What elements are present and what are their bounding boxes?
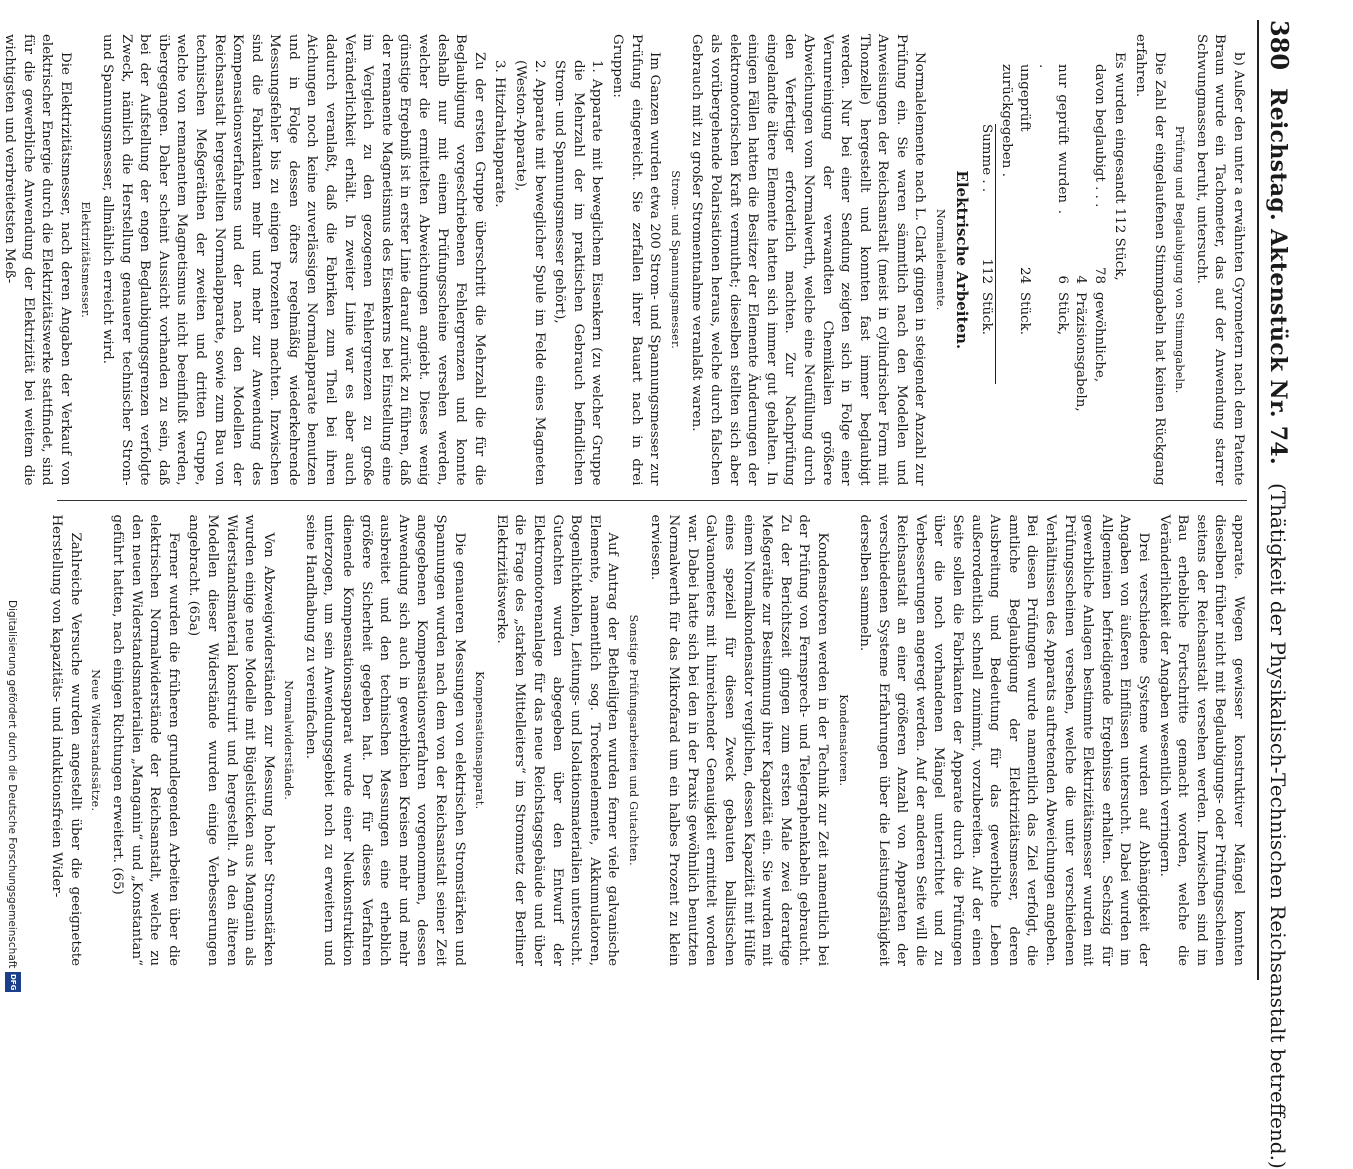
paragraph: Kondensatoren werden in der Technik zur Zeit namentlich bei der Prüfung von Fernsprech- und Telegraphenkabeln gebraucht. Zu der Berichtszeit gingen zum ersten Male zwei derartige Meßgeräthe zur Bestimmung ihrer Kapazität ein. Sie wurden mit einem Normalkondensator verglichen, dessen Kapazität mit Hülfe eines speziell für diesen Zweck gebauten ballistischen Galvanometers mit hinreichender Genauigkeit ermittelt worden war. Dabei hatte sich bei den in der Praxis gewöhnlich benutzten Normalwerth für das Mikrofarad um ein halbes Prozent zu klein erwiesen.: [647, 514, 830, 966]
sum-desc: Stück.: [979, 292, 995, 336]
paragraph: Im Ganzen wurden etwa 200 Strom- und Spannungsmesser zur Prüfung eingereicht. Sie zerfallen ihrer Bauart nach in drei Gruppen:: [610, 34, 663, 486]
subheading: Kompensationsapparat.: [473, 671, 487, 810]
subheading: Strom- und Spannungsmesser.: [668, 170, 682, 350]
subheading: Elektrizitätsmesser.: [79, 201, 93, 319]
table-value: 6: [1054, 275, 1070, 284]
page-header: [1257, 20, 1294, 1169]
subheading: Kondensatoren.: [836, 694, 850, 787]
paragraph: Auf Antrag der Betheiligten wurden ferner viele galvanische Elemente, namentlich sog. Trockenelemente, Akkumulatoren, Bogenlichtkohlen, Leitungs- und Isolationsmaterialien untersucht. Gutachten wurden abgegeben über den Entwurf der Elektromotorenanlage für das neue Reichstagsgebäude und über die Frage des „starken Mittelleiters“ im Stromnetz der Berliner Elektrizitätswerke.: [493, 514, 621, 966]
subheading: Normalelemente.: [934, 208, 948, 311]
paragraph: Von Abzweigwiderständen zur Messung hoher Stromstärken wurden einige neue Modelle mit Bügelstücken aus Manganin als Widerstandsmaterial konstruirt und hergestellt. An den älteren Modellen dieser Widerstände wurden einige Verbesserungen angebracht. (65a): [186, 514, 276, 966]
table-desc: Stück.: [1017, 292, 1033, 336]
paragraph: Zahlreiche Versuche wurden angestellt über die geeignetste Herstellung von kapazitäts- und induktionsfreien Wider-: [49, 514, 83, 966]
paragraph: Drei verschiedene Systeme wurden auf Abhängigkeit der Angaben von äußeren Einflüssen untersucht. Dabei wurden im Allgemeinen befriedigende Ergebnisse erhalten. Sechszig für gewerbliche Anlagen bestimmte Elektrizitätsmesser wurden mit Prüfungsscheinen versehen, welche die unter verschiedenen Verhältnissen des Apparats auftretenden Abweichungen angeben. Bei diesen Prüfungen wurde namentlich das Ziel verfolgt, die amtliche Beglaubigung der Elektrizitätsmesser, deren Ausbreitung und Bedeutung für das gewerbliche Leben außerordentlich schnell zunimmt, vorzubereiten. Auf der einen Seite sollen die Fabrikanten der Apparate durch die Prüfungen über die noch vorhandenen Mängel unterrichtet und zu Verbesserungen angeregt werden. Auf der anderen Seite will die Reichsanstalt an einer größeren Anzahl von Apparaten der verschiedenen Systeme Erfahrungen über die Leistungsfähigkeit derselben sammeln.: [857, 514, 1152, 966]
list-item: 1. Apparate mit beweglichem Eisenkern (zu welcher Gruppe die Mehrzahl der im praktischen Gebrauch befindlichen Strom- und Spannungsmesser gehört),: [552, 60, 605, 486]
column-left: [2, 20, 1247, 500]
subheading: Neue Widerstandssätze.: [89, 669, 103, 812]
paragraph: Die genaueren Messungen von elektrischen Stromstärken und Spannungen wurden nach dem von der Reichsanstalt seiner Zeit angegebenen Kompensationsverfahren vorgenommen, dessen Anwendung sich auch in gewerblichen Kreisen mehr und mehr ausbreitet und den technischen Messungen eine erheblich größere Sicherheit gegeben hat. Der für dieses Verfahren dienende Kompensationsapparat wurde einer Neukonstruktion unterzogen, um sein Anwendungsgebiet noch zu erweitern und seine Handhabung zu vereinfachen.: [302, 514, 467, 966]
subheading: Sonstige Prüfungsarbeiten und Gutachten.: [627, 614, 640, 866]
paragraph: Normalelemente nach L. Clark gingen in steigender Anzahl zur Prüfung ein. Sie waren sämmtlich nach den Modellen und Anweisungen der Reichsanstalt (meist in cylindrischer Form mit Thonzelle) hergestellt und konnten fast immer beglaubigt werden. Nur bei einer Sendung zeigten sich in Folge einer Verunreinigung der verwandten Chemikalien größere Abweichungen vom Normalwerth, welche eine Neufüllung durch den Verfertiger erforderlich machten. Zur Nachprüfung eingelandte ältere Elemente hatten sich immer gut gehalten. In einigen Fällen hatten die Besitzer der Elemente Änderungen der elektromotorischen Kraft vermuthet; dieselben stellten sich aber als vorübergehende Polarisationen heraus, welche durch falschen Gebrauch mit zu großer Stromentnahme veranlaßt waren.: [689, 34, 928, 486]
paragraph: Die Zahl der eingelaufenen Stimmgabeln hat keinen Rückgang erfahren.: [1133, 34, 1167, 486]
paragraph: Die Elektrizitätsmesser, nach deren Angaben der Verkauf von elektrischer Energie durch die Elektrizitätswerke stattfindet, sind für die gewerbliche Anwendung der Elektrizität bei weitem die wichtigsten und verbreitetsten Meß-: [2, 34, 73, 486]
paragraph: Ferner wurden die früheren grundlegenden Arbeiten über die elektrischen Normalwiderstände der Reichsanstalt, welche zu den neuen Widerstandsmaterialien „Manganin“ und „Konstantan“ geführt hatten, nach einigen Richtungen erweitert. (65): [109, 514, 181, 966]
paragraph: Zu der ersten Gruppe überschritt die Mehrzahl die für die Beglaubigung vorgeschriebenen Fehlergrenzen und konnte deshalb nur mit einem Prüfungsscheine versehen werden, welcher die ermittelten Abweichungen angiebt. Dieses wenig günstige Ergebniß ist in erster Linie darauf zurück zu führen, daß der remanente Magnetismus des Eisenkerns bei Einstellung eine im Vergleich zu den gezogenen Fehlergrenzen zu große Veränderlichkeit erhält. In zweiter Linie war es aber auch dadurch veranlaßt, daß die Fabriken zum Theil bei ihren Aichungen noch keine zuverlässigen Normalapparate benutzen und in Folge dessen öfters regelmäßig wiederkehrende Messungsfehler bis zu einigen Prozenten machten. Inzwischen sind die Fabrikanten mehr und mehr zur Anwendung des Kompensationsverfahrens und der nach den Modellen der Reichsanstalt hergestellten Normalapparate, sowie zum Bau von technischen Meßgeräthen der zweiten und dritten Gruppe, welche von remanentem Magnetismus nicht beeinflußt werden, übergegangen. Daher scheint Aussicht vorhanden zu sein, daß bei der Aufstellung der engen Beglaubigungsgrenzen verfolgte Zweck, nämlich die Herstellung genauerer technischer Strom- und Spannungsmesser, allmählich erreicht wird.: [99, 34, 487, 486]
table-value: 24: [1017, 266, 1033, 284]
sum-label: Summe . .: [979, 124, 995, 193]
table-label: ungeprüft zurückgegeben .: [998, 64, 1033, 177]
table-row: [1071, 64, 1090, 486]
page-number: 380: [1265, 20, 1294, 71]
table-desc: Präzisionsgabeln,: [1073, 292, 1089, 412]
funding-footer: [2, 600, 24, 995]
table-label: davon beglaubigt . . .: [1091, 64, 1107, 208]
table-desc: gewöhnliche,: [1091, 292, 1107, 383]
page-title: Reichstag. Aktenstück Nr. 74.: [1265, 88, 1291, 465]
list-item: 3. Hitzdrahtapparate.: [492, 60, 508, 208]
sum-value: 112: [979, 258, 995, 284]
table-desc: Stück,: [1054, 292, 1070, 336]
table-row: [996, 64, 1033, 486]
table-row: [1089, 64, 1108, 486]
paragraph: b) Außer den unter a erwähnten Gyrometern nach dem Patente Braun wurde ein Tachometer, das auf der Anwendung starrer Schwungmassen beruht, untersucht.: [1193, 34, 1246, 486]
table-label: nur geprüft wurden . .: [1036, 64, 1070, 214]
column-right: [49, 500, 1247, 981]
dfg-logo-icon: DFG: [5, 972, 21, 992]
paragraph: apparate. Wegen gewisser konstruktiver Mängel konnten dieselben früher nicht mit Beglaubigungs- oder Prüfungsscheinen seitens der Reichsanstalt versehen werden. Inzwischen sind im Bau erhebliche Fortschritte gemacht worden, welche die Veränderlichkeit der Angaben wesentlich verringern.: [1156, 514, 1246, 966]
section-heading: Elektrische Arbeiten.: [952, 170, 971, 350]
page-subtitle: (Thätigkeit der Physikalisch-Technischen Reichsanstalt betreffend.): [1266, 482, 1290, 1169]
paragraph: Es wurden eingesandt 112 Stück,: [1112, 52, 1128, 281]
list-item: 2. Apparate mit beweglicher Spule im Felde eines Magneten (Weston-Apparate),: [513, 60, 547, 486]
table-value: 4: [1073, 275, 1089, 284]
table-sum-row: [977, 124, 997, 384]
funding-text: Digitalisierung gefördert durch die Deutsche Forschungsgemeinschaft: [6, 600, 18, 969]
subheading: Normalwiderstände.: [282, 680, 296, 801]
table-value: 78: [1091, 266, 1107, 284]
subheading: Prüfung und Beglaubigung von Stimmgabeln.: [1173, 125, 1187, 394]
stimmgabel-table: [977, 64, 1108, 486]
table-row: [1033, 64, 1070, 486]
